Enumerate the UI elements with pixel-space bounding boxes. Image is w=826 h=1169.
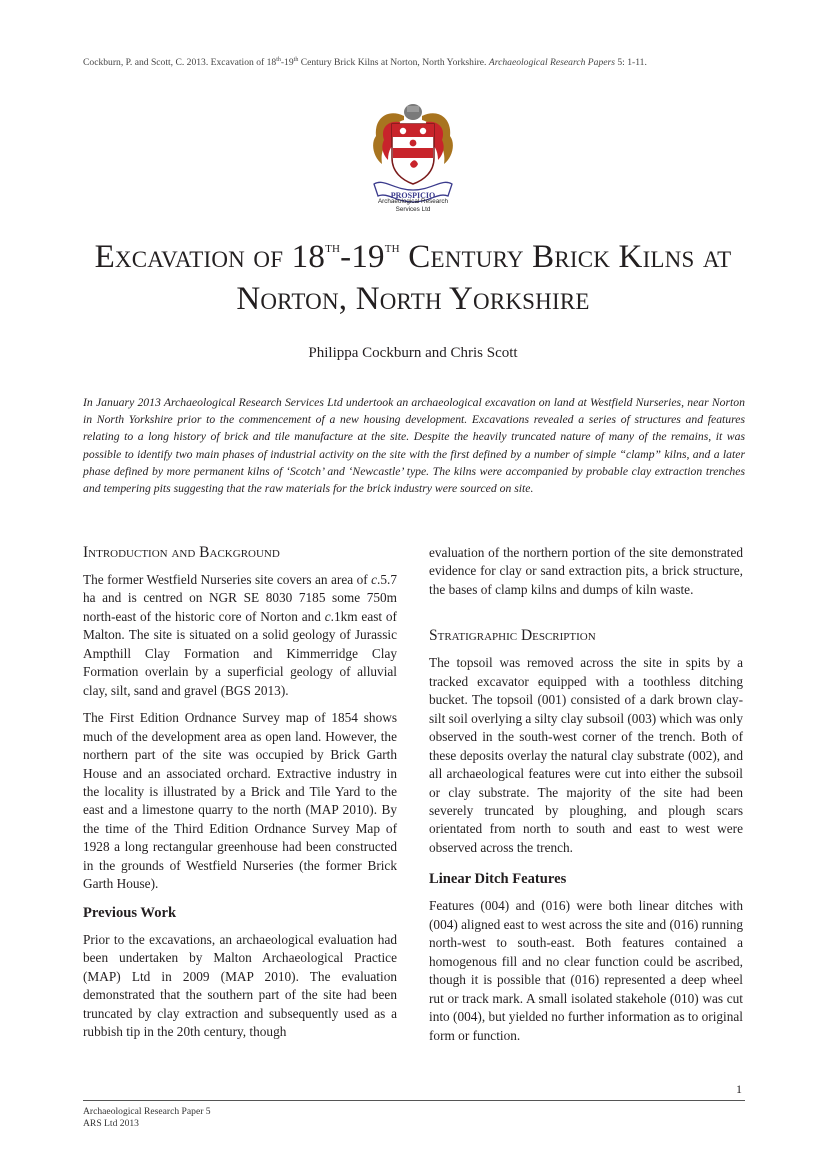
citation-text: -19 [280,57,294,68]
paragraph [83,571,397,700]
paper-title [60,236,766,320]
abstract: In January 2013 Archaeological Research Services Ltd undertook an archaeological excavation on land at Westfield Nurseries, near Norton in North Yorkshire prior to the commencement of a new housing development. Excavations revealed a series of structures and features relating to a long history of brick and tile manufacture at the site. Despite the heavily truncated nature of many of the remains, it was possible to identify two main phases of industrial activity on the site with the first defined by a number of simple “clamp” kilns, and a later phase defined by more permanent kilns of ‘Scotch’ and ‘Newcastle’ type. The kilns were accompanied by probable clay extraction trenches and tempering pits suggesting that the raw materials for the brick industry were sourced on site. [83,396,745,496]
logo-caption-line: Archaeological Research [377,198,448,205]
citation-header [83,57,763,68]
authors: Philippa Cockburn and Chris Scott [308,345,518,361]
title-text: Norton, North Yorkshire [236,281,590,317]
section-heading-introduction: Introduction and Background [83,544,280,561]
text: .5.7 ha and is centred on NGR SE 8030 7185 some 750m north-east of the historic core of Norton and [83,572,397,624]
paragraph: evaluation of the northern portion of the site demonstrated evidence for clay or sand extraction pits, a brick structure, the bases of clamp kilns and dumps of kiln waste. [429,545,743,597]
paragraph: Prior to the excavations, an archaeological evaluation had been undertaken by Malton Archaeological Practice (MAP) Ltd in 2009 (MAP 2010). The evaluation demonstrated that the southern part of the site had been truncated by clay extraction and subsequently used as a rubbish tip in the 20th century, though [83,931,397,1039]
text: c [371,572,378,587]
logo-motto: PROSPICIO [390,191,436,200]
subheading-previous-work: Previous Work [83,904,177,921]
text: c [324,608,331,624]
text: .1km east of Malton. The site is situated on a solid geology of Jurassic Ampthill Clay Formation and Kimmerridge Clay Formation overlain by a superficial geology of alluvial clay, silt, sand and gravel (BGS 2013). [83,608,397,698]
footer-line: ARS Ltd 2013 [83,1117,139,1129]
footer-line: Archaeological Research Paper 5 [83,1106,211,1117]
citation-sup: th [276,56,281,63]
title-text: -19 [340,239,385,275]
logo-caption-line: Services Ltd [395,206,431,213]
paragraph: The topsoil was removed across the site in spits by a tracked excavator equipped with a toothless ditching bucket. The topsoil (001) consisted of a dark brown clay-silt soil overlying a silty clay subsoil (003) which was only observed in the south-west corner of the trench. Both of these deposits overlay the natural clay substrate (002), and all archaeological features were cut into either the subsoil or clay substrate. The majority of the site had been severely truncated by ploughing, and plough scars orientated from north to south and east to west were observed across the trench. [429,655,743,855]
subheading-linear-ditch: Linear Ditch Features [429,871,567,888]
citation-text: Cockburn, P. and Scott, C. 2013. Excavation of 18 [83,57,277,68]
page-number: 1 [736,1082,742,1096]
title-sup: th [325,240,341,256]
paragraph: The First Edition Ordnance Survey map of 1854 shows much of the development area as open land. However, the northern part of the site was occupied by Brick Garth House and an associated orchard. Extractive industry in the locality is illustrated by a Brick and Tile Yard to the east and a limestone quarry to the north (MAP 2010). By the time of the Third Edition Ordnance Survey Map of 1928 a long rectangular greenhouse had been constructed in the grounds of Westfield Nurseries (the former Brick Garth House). [83,710,397,892]
logo-caption [340,198,486,214]
title-sup: th [384,240,400,256]
footer [83,1106,211,1129]
right-column [429,544,743,1054]
left-column [83,542,397,1050]
text: The former Westfield Nurseries site covers an area of [83,572,372,587]
title-text: Century Brick Kilns at [399,239,732,275]
citation-journal: Archaeological Research Papers [488,57,615,68]
footer-divider [83,1100,745,1101]
citation-sup: th [293,56,299,63]
citation-text: Century Brick Kilns at Norton, North Yorkshire. [298,57,489,68]
paragraph: Features (004) and (016) were both linear ditches with (004) aligned east to west across the site and (016) running north-west to south-east. Both features contained a homogenous fill and no clear function could be ascribed, though it is possible that (016) represented a deep wheel rut or track mark. A small isolated stakehole (010) was cut into (004), but yielded no further information as to original form or function. [429,898,743,1043]
citation-pages: 5: 1-11. [614,57,647,68]
section-heading-stratigraphic: Stratigraphic Description [429,627,596,645]
title-text: Excavation of 18 [94,239,326,275]
